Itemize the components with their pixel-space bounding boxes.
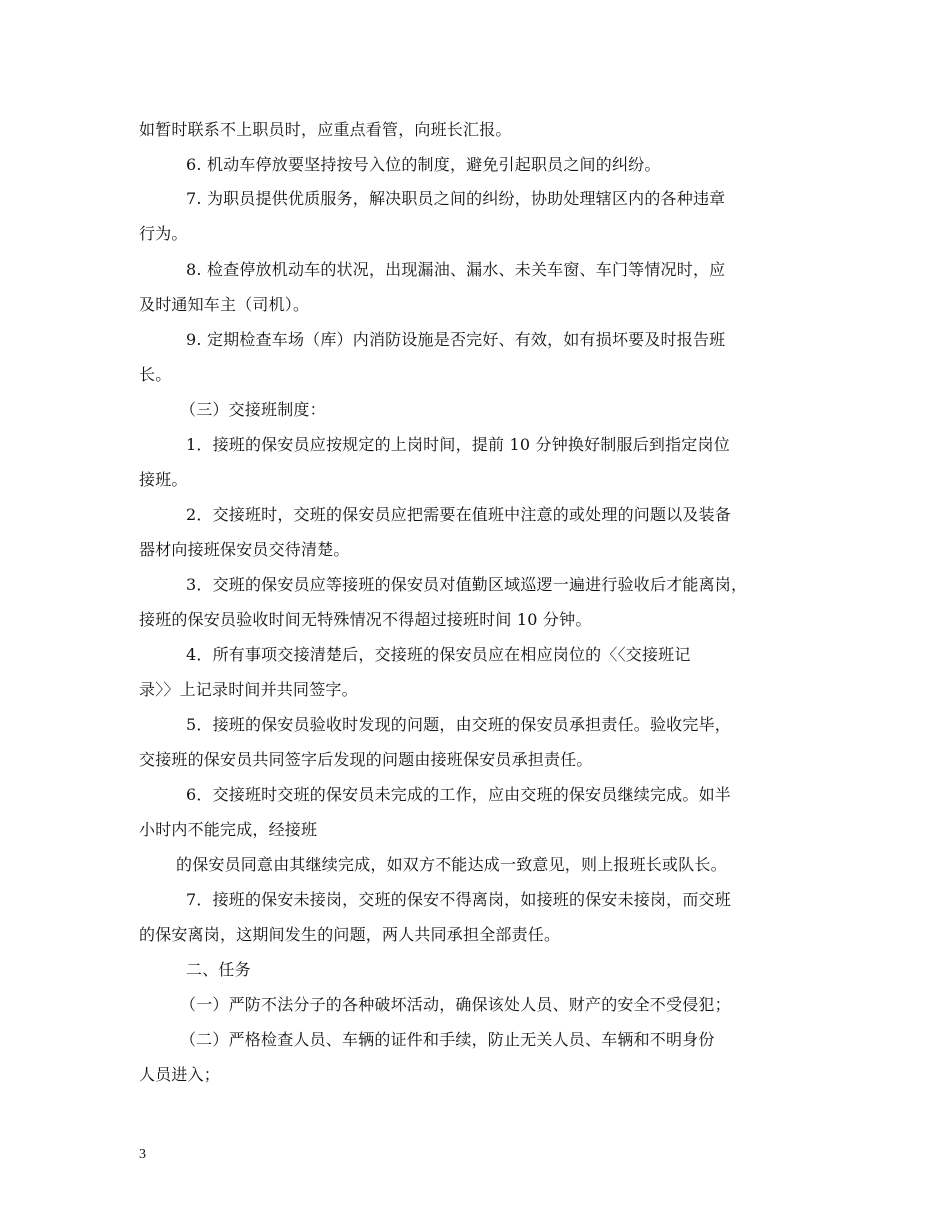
text-line: 如暂时联系不上职员时，应重点看管，向班长汇报。 (139, 120, 512, 139)
text-line: 9. 定期检查车场（库）内消防设施是否完好、有效，如有损坏要及时报告班 (186, 330, 726, 349)
text-line: 1．接班的保安员应按规定的上岗时间，提前 10 分钟换好制服后到指定岗位 (186, 435, 730, 454)
text-line: 2．交接班时，交班的保安员应把需要在值班中注意的或处理的问题以及装备 (186, 505, 731, 524)
text-line: 行为。 (139, 224, 188, 243)
text-line: （二）严格检查人员、车辆的证件和手续，防止无关人员、车辆和不明身份 (180, 1030, 715, 1049)
text-line: 6．交接班时交班的保安员未完成的工作，应由交班的保安员继续完成。如半 (186, 785, 731, 804)
text-line: 8. 检查停放机动车的状况，出现漏油、漏水、未关车窗、车门等情况时，应 (186, 260, 726, 279)
text-line: （一）严防不法分子的各种破坏活动，确保该处人员、财产的安全不受侵犯； (180, 995, 731, 1014)
text-line: 交接班的保安员共同签字后发现的问题由接班保安员承担责任。 (139, 750, 593, 769)
text-line: 接班的保安员验收时间无特殊情况不得超过接班时间 10 分钟。 (139, 610, 592, 629)
text-line: 3．交班的保安员应等接班的保安员对值勤区域巡逻一遍进行验收后才能离岗， (186, 575, 748, 594)
text-line: 接班。 (139, 470, 188, 489)
text-line: 录〉〉上记录时间并共同签字。 (139, 680, 358, 699)
text-line: 5．接班的保安员验收时发现的问题，由交班的保安员承担责任。验收完毕， (186, 715, 731, 734)
text-line: 7．接班的保安未接岗，交班的保安不得离岗，如接班的保安未接岗，而交班 (186, 890, 731, 909)
section-heading: （三）交接班制度： (180, 400, 326, 419)
page-number: 3 (139, 1147, 146, 1162)
text-line: 及时通知车主（司机）。 (139, 295, 310, 314)
text-line: 长。 (139, 365, 172, 384)
text-line: 的保安离岗，这期间发生的问题，两人共同承担全部责任。 (139, 925, 561, 944)
section-heading: 二、任务 (186, 960, 251, 979)
text-line: 4．所有事项交接清楚后，交接班的保安员应在相应岗位的〈〈交接班记 (186, 645, 691, 664)
text-line: 小时内不能完成，经接班 (139, 820, 318, 839)
text-line: 7. 为职员提供优质服务，解决职员之间的纠纷，协助处理辖区内的各种违章 (186, 189, 726, 208)
text-line: 6. 机动车停放要坚持按号入位的制度，避免引起职员之间的纠纷。 (186, 155, 661, 174)
text-line: 的保安员同意由其继续完成，如双方不能达成一致意见，则上报班长或队长。 (176, 855, 727, 874)
text-line: 人员进入； (139, 1065, 221, 1084)
text-line: 器材向接班保安员交待清楚。 (139, 540, 350, 559)
